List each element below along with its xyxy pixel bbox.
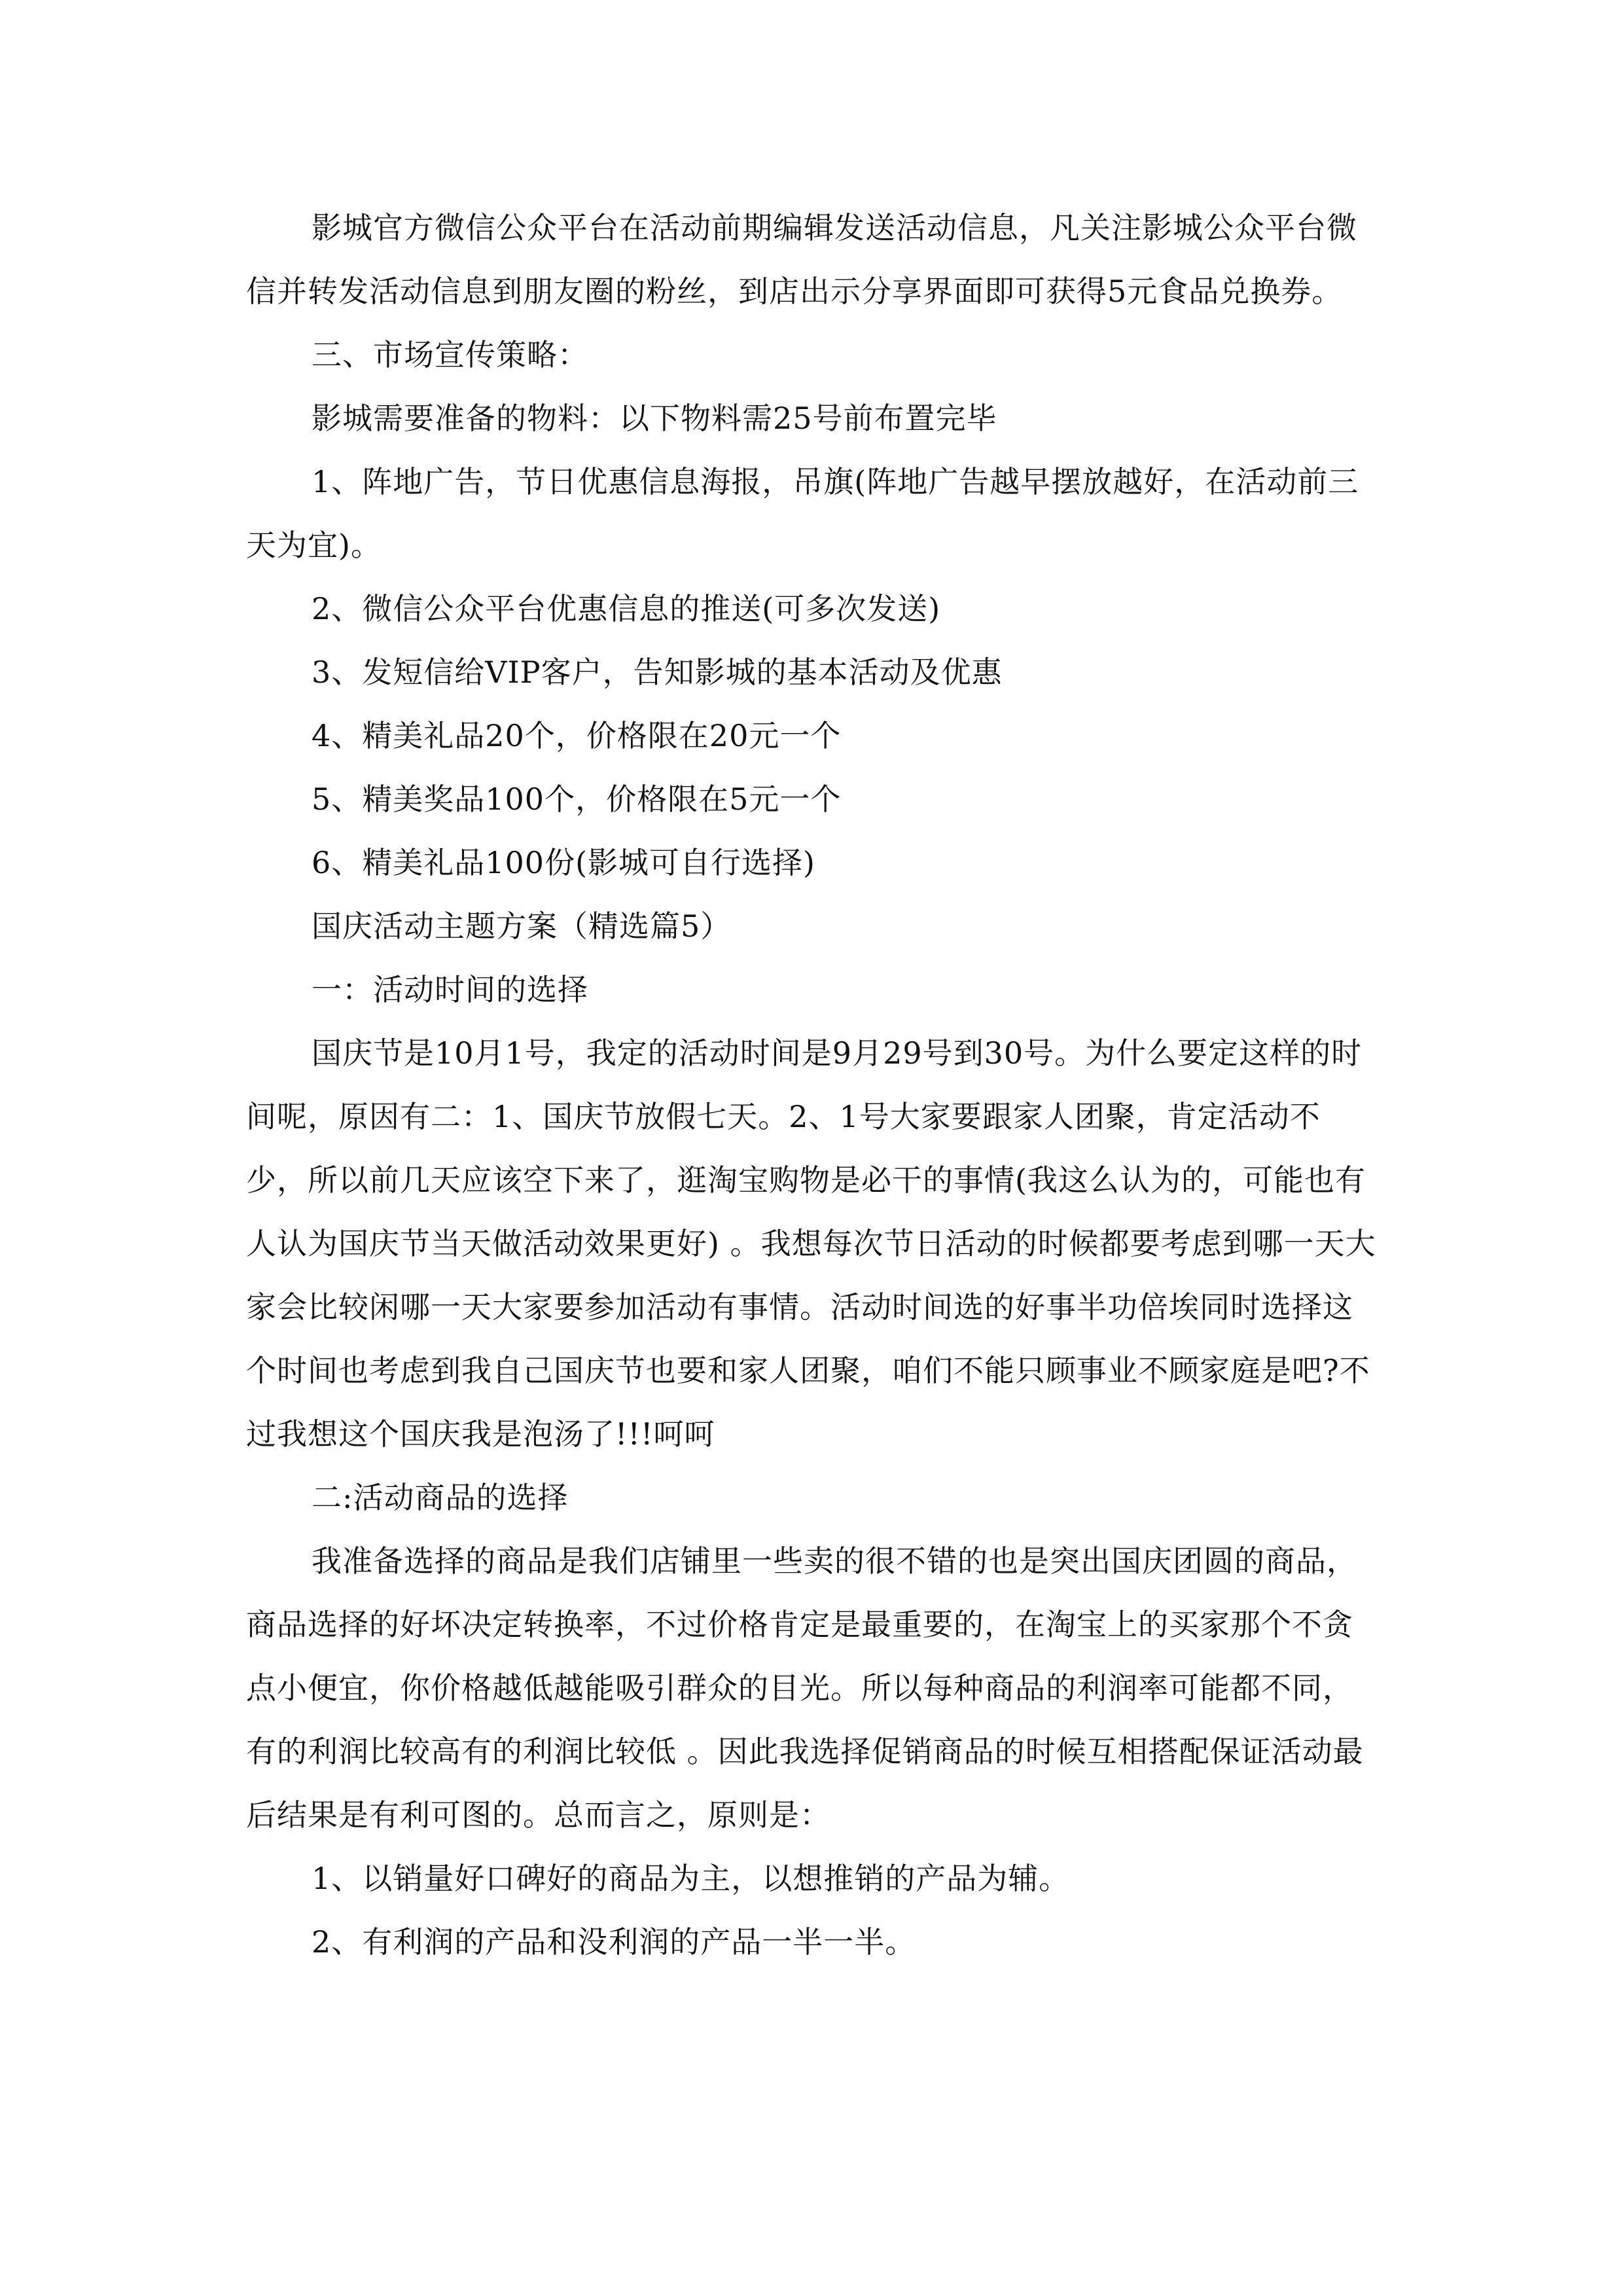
article-title: 国庆活动主题方案（精选篇5）	[312, 908, 732, 944]
section-heading-marketing: 三、市场宣传策略：	[312, 337, 588, 372]
list-item-6: 6、精美礼品100份(影城可自行选择)	[312, 845, 815, 880]
list-item-4: 4、精美礼品20个，价格限在20元一个	[312, 718, 842, 753]
paragraph-time-selection: 国庆节是10月1号，我定的活动时间是9月29号到30号。为什么要定这样的时间呢，原因有二：1、国庆节放假七天。2、1号大家要跟家人团聚，肯定活动不少，所以前几天应该空下来了，逛淘宝购物是必干的事情(我这么认为的，可能也有人认为国庆节当天做活动效果更好) 。我想每次节日活动的时候都要考虑到哪一天大家会比较闲哪一天大家要参加活动有事情。活动时间选的好事半功倍埃同时选择这个时间也考虑到我自己国庆节也要和家人团聚，咱们不能只顾事业不顾家庭是吧?不过我想这个国庆我是泡汤了!!!呵呵	[246, 1035, 1376, 1452]
list-item-5: 5、精美奖品100个，价格限在5元一个	[312, 781, 842, 817]
list-item-3: 3、发短信给VIP客户，告知影城的基本活动及优惠	[312, 655, 1003, 690]
section-heading-time: 一：活动时间的选择	[312, 972, 588, 1007]
principle-item-1: 1、以销量好口碑好的商品为主，以想推销的产品为辅。	[312, 1861, 1070, 1896]
principle-item-2: 2、有利润的产品和没利润的产品一半一半。	[312, 1924, 916, 1960]
list-item-2: 2、微信公众平台优惠信息的推送(可多次发送)	[312, 591, 941, 626]
paragraph-materials-intro: 影城需要准备的物料：以下物料需25号前布置完毕	[312, 401, 997, 436]
list-item-1: 1、阵地广告，节日优惠信息海报，吊旗(阵地广告越早摆放越好，在活动前三天为宜)。	[246, 464, 1359, 563]
section-heading-products: 二:活动商品的选择	[312, 1480, 569, 1515]
document-body	[246, 196, 1378, 1974]
paragraph-wechat-promo: 影城官方微信公众平台在活动前期编辑发送活动信息，凡关注影城公众平台微信并转发活动信息到朋友圈的粉丝，到店出示分享界面即可获得5元食品兑换券。	[246, 210, 1357, 309]
paragraph-product-selection: 我准备选择的商品是我们店铺里一些卖的很不错的也是突出国庆团圆的商品，商品选择的好坏决定转换率，不过价格肯定是最重要的，在淘宝上的买家那个不贪点小便宜，你价格越低越能吸引群众的目光。所以每种商品的利润率可能都不同，有的利润比较高有的利润比较低 。因此我选择促销商品的时候互相搭配保证活动最后结果是有利可图的。总而言之，原则是：	[246, 1543, 1364, 1833]
